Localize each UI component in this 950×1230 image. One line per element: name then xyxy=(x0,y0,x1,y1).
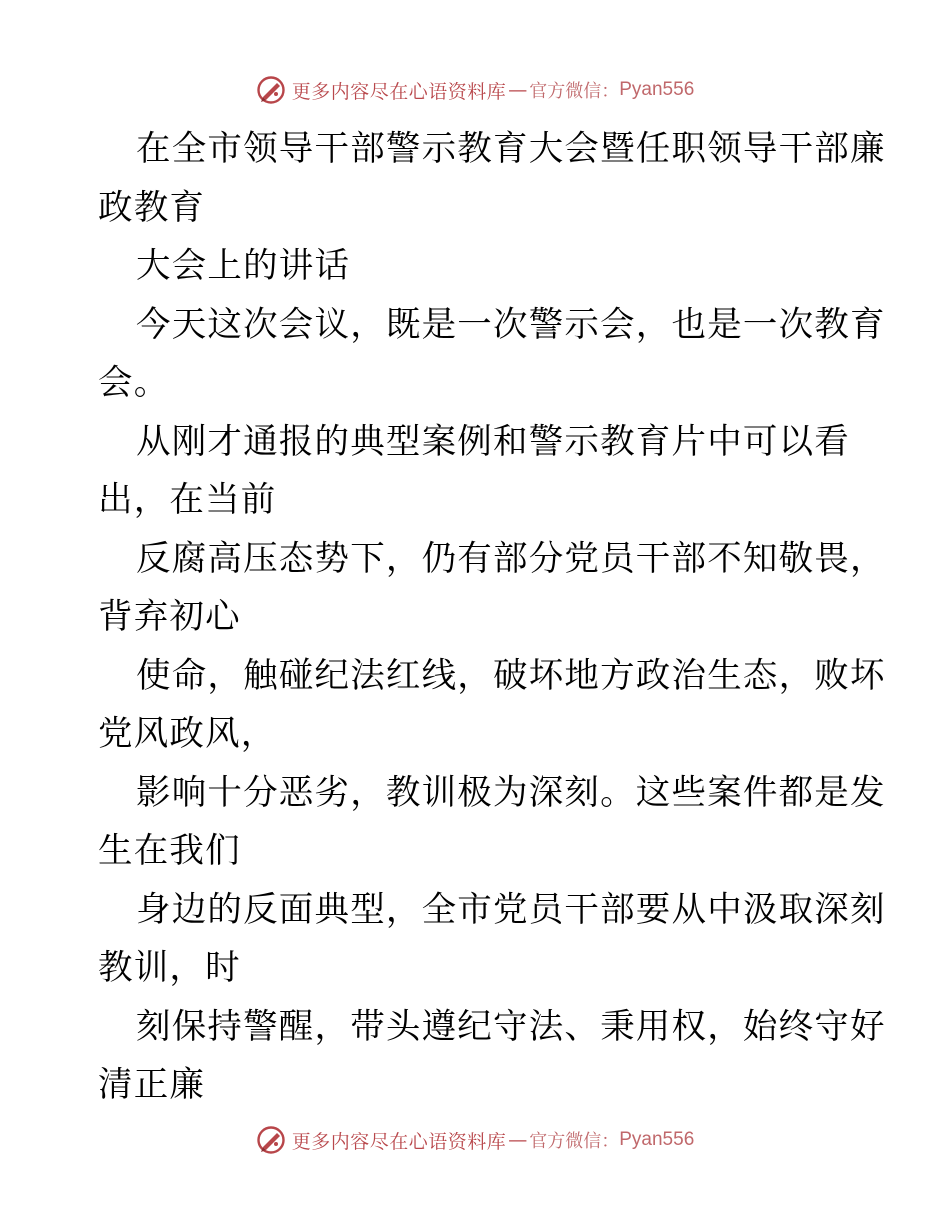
text-line: 在全市领导干部警示教育大会暨任职领导干部廉 xyxy=(136,129,886,169)
text-line: 影响十分恶劣，教训极为深刻。这些案件都是发 xyxy=(136,772,886,813)
text-line: 教训，时 xyxy=(98,948,241,988)
banner-wechat-label: 官方微信： xyxy=(529,81,620,102)
header-watermark-banner xyxy=(0,68,950,112)
text-line: 身边的反面典型，全市党员干部要从中汲取深刻 xyxy=(136,889,886,930)
text-line: 从刚才通报的典型案例和警示教育片中可以看 xyxy=(136,421,850,462)
text-line: 出，在当前 xyxy=(98,480,277,520)
text-line: 清正廉 xyxy=(98,1065,206,1105)
banner-wechat-label: 官方微信： xyxy=(529,1131,620,1152)
text-line: 会。 xyxy=(98,363,170,403)
text-line: 生在我们 xyxy=(98,831,241,871)
banner-main-text: 更多内容尽在心语资料库 xyxy=(291,1130,507,1153)
banner-wechat-id: Pyan556 xyxy=(619,1129,695,1150)
text-line: 使命，触碰纪法红线，破坏地方政治生态，败坏 xyxy=(136,655,886,696)
text-line: 政教育 xyxy=(98,187,206,228)
banner-dash: — xyxy=(508,1129,528,1151)
text-line: 背弃初心 xyxy=(98,597,241,637)
text-line: 今天这次会议，既是一次警示会，也是一次教育 xyxy=(136,304,886,345)
pen-logo-icon xyxy=(256,1125,286,1155)
footer-watermark-banner xyxy=(0,1118,950,1162)
text-line: 刻保持警醒，带头遵纪守法、秉用权，始终守好 xyxy=(136,1006,886,1047)
banner-dash: — xyxy=(508,79,528,101)
text-line: 党风政风， xyxy=(98,714,277,754)
document-body xyxy=(98,120,886,1115)
banner-wechat-id: Pyan556 xyxy=(619,79,695,100)
banner-main-text: 更多内容尽在心语资料库 xyxy=(291,80,507,103)
pen-logo-icon xyxy=(256,75,286,105)
text-line: 反腐高压态势下，仍有部分党员干部不知敬畏， xyxy=(136,538,886,579)
text-line: 大会上的讲话 xyxy=(136,246,351,286)
